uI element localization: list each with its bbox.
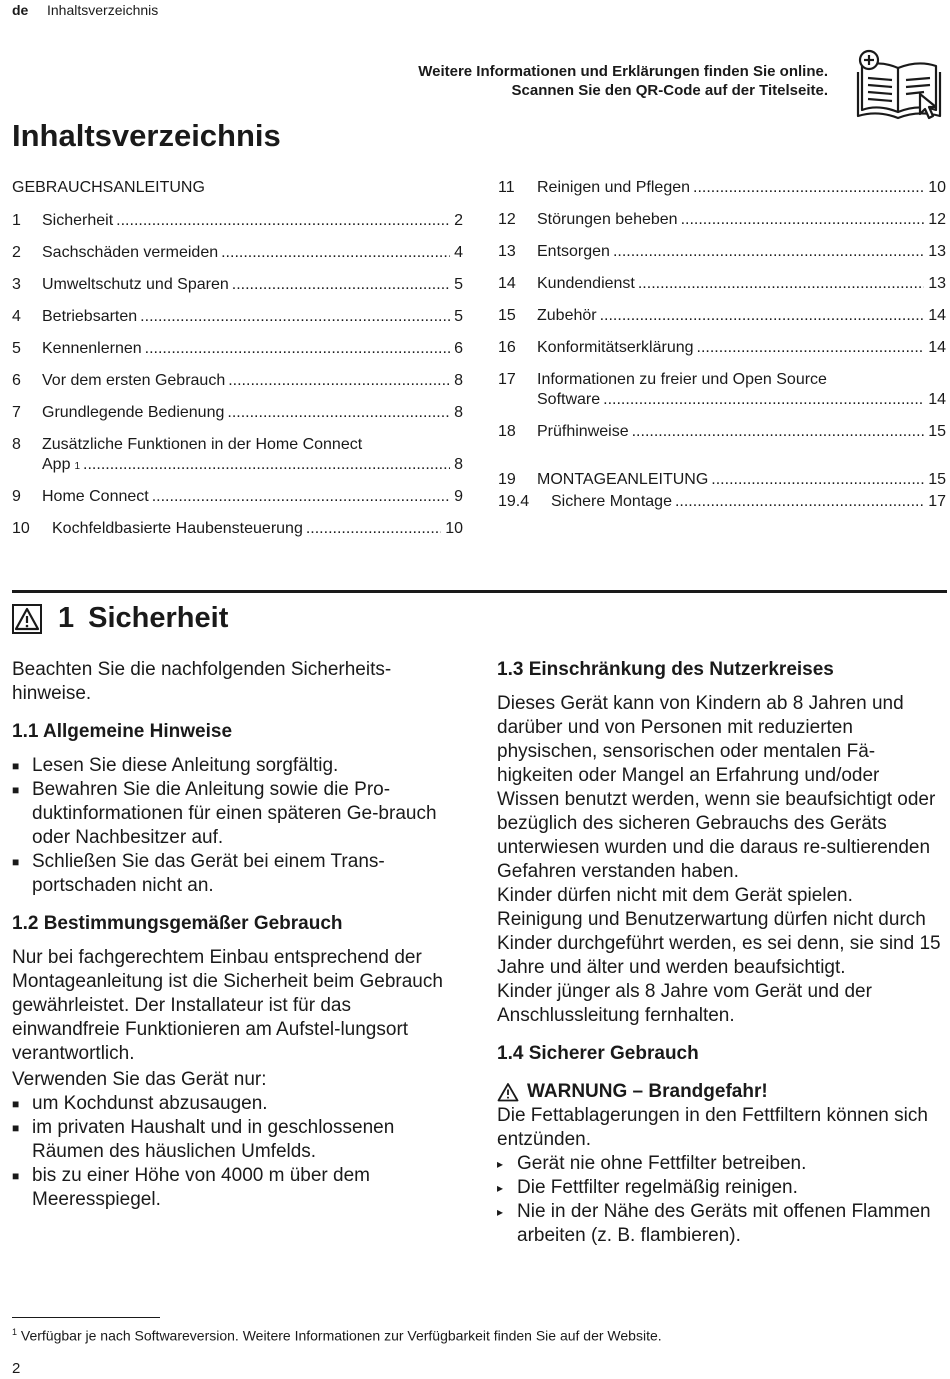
subsection-heading-1-1 [12,720,452,744]
toc-num: 3 [12,276,21,293]
subsection-title: Bestimmungsgemäßer Gebrauch [43,913,343,934]
subsection-title: Sicherer Gebrauch [528,1043,699,1064]
toc-label: Umweltschutz und Sparen [42,276,229,293]
subsection-number: 1.4 [497,1043,524,1064]
toc-entry[interactable] [498,211,946,229]
list-item [12,754,452,778]
list-item-text: Bewahren Sie die Anleitung sowie die Pro-duktinformationen für einen späteren Ge-brauch oder Nachbesitzer auf. [32,779,437,848]
toc-label: Vor dem ersten Gebrauch [42,372,226,389]
section-rule [12,590,947,593]
book-plus-cursor-icon [856,48,944,122]
subsection-title: Allgemeine Hinweise [43,721,233,742]
arrow-bullet-icon: ▸ [497,1205,504,1219]
toc-num: 11 [498,179,515,196]
toc-page: 15 [928,423,946,440]
toc-num: 14 [498,275,516,292]
subsection-number: 1.1 [12,721,39,742]
list-item-text: Schließen Sie das Gerät bei einem Trans-portschaden nicht an. [32,851,385,896]
toc-entry[interactable] [12,404,463,422]
toc-label: Sachschäden vermeiden [42,244,219,261]
toc-entry[interactable] [498,275,946,293]
bullet-square-icon: ■ [12,1097,20,1111]
bullet-square-icon: ■ [12,759,20,773]
page-number: 2 [12,1360,21,1377]
list-item-text: Lesen Sie diese Anleitung sorgfältig. [32,755,339,776]
toc-label: Entsorgen [537,243,610,260]
toc-num: 8 [12,436,21,453]
section-number: 1 [58,602,75,634]
paragraph: Nur bei fachgerechtem Einbau entsprechend der Montageanleitung ist die Sicherheit beim Gebrauch gewährleistet. Der Installateur ist für das einwandfreie Funktionieren am Aufstel-lungsort verantwortlich. [12,947,443,1064]
toc-page: 9 [454,488,463,505]
toc-label: Konformitätserklärung [537,339,694,356]
toc-label: Sicherheit [42,212,114,229]
list-item [12,850,452,898]
toc-page: 17 [928,493,946,510]
toc-page: 2 [454,212,463,229]
page-title: Inhaltsverzeichnis [12,118,281,153]
section-heading [12,602,228,635]
arrow-bullet-icon: ▸ [497,1181,504,1195]
toc-label-line2: Software [537,391,601,408]
section-title: Sicherheit [88,602,229,634]
footnote-mark: 1 [12,1327,18,1337]
toc-page: 5 [454,276,463,293]
toc-label-line1[interactable]: Zusätzliche Funktionen in der Home Connect [42,436,363,453]
toc-entry[interactable] [12,372,463,390]
footnote [12,1327,662,1344]
online-note-line1: Weitere Informationen und Erklärungen finden Sie online. [418,63,828,80]
list-item-text: Die Fettfilter regelmäßig reinigen. [517,1177,798,1198]
list-item-text: bis zu einer Höhe von 4000 m über dem Meeresspiegel. [32,1165,370,1210]
list-item [12,1092,452,1116]
list-item-text: um Kochdunst abzusaugen. [32,1093,268,1114]
toc-page: 8 [454,456,463,473]
toc-num: 1 [12,212,21,229]
toc-num: 18 [498,423,516,440]
toc-page: 14 [928,391,946,408]
header-title: Inhaltsverzeichnis [47,2,159,18]
subsection-number: 1.2 [12,913,39,934]
toc-label-line2: App [42,456,71,473]
toc-num: 12 [498,211,516,228]
toc-num: 16 [498,339,516,356]
subsection-heading-1-3 [497,658,945,682]
paragraph: Verwenden Sie das Gerät nur: [12,1069,267,1090]
toc-entry[interactable] [498,423,946,441]
toc-entry[interactable] [537,391,946,409]
left-column [12,658,452,1212]
toc-entry[interactable] [12,488,463,506]
subsection-heading-1-4 [497,1042,945,1066]
toc-entry[interactable] [12,212,463,230]
toc-page: 10 [928,179,946,196]
toc-page: 15 [928,471,946,488]
footnote-text: Verfügbar je nach Softwareversion. Weitere Informationen zur Verfügbarkeit finden Sie auf der Website. [20,1327,662,1344]
toc-page: 13 [928,243,946,260]
toc-num: 2 [12,244,21,261]
toc-page: 8 [454,372,463,389]
toc-entry[interactable] [498,339,946,357]
list-item [12,1116,452,1164]
toc-entry[interactable] [12,244,463,262]
list-item [497,1176,945,1200]
list-item-text: Nie in der Nähe des Geräts mit offenen Flammen arbeiten (z. B. flambieren). [517,1201,931,1246]
toc-num: 13 [498,243,516,260]
bullet-square-icon: ■ [12,1121,20,1135]
toc-entry[interactable] [498,493,946,511]
arrow-bullet-icon: ▸ [497,1157,504,1171]
toc-page: 8 [454,404,463,421]
toc-page: 14 [928,307,946,324]
bullet-square-icon: ■ [12,783,20,797]
list-item-text: Gerät nie ohne Fettfilter betreiben. [517,1153,807,1174]
header-language: de [12,2,29,18]
toc-label: Reinigen und Pflegen [537,179,691,196]
list-item-text: im privaten Haushalt und in geschlossenen Räumen des häuslichen Umfelds. [32,1117,395,1162]
subsection-heading-1-2 [12,912,452,936]
bullet-square-icon: ■ [12,1169,20,1183]
toc-entry[interactable] [12,276,463,294]
online-note [418,62,828,100]
toc-footnote-mark: 1 [74,461,81,472]
toc-page: 6 [454,340,463,357]
list-item [497,1200,945,1248]
list-item [12,1164,452,1212]
toc-label: Grundlegende Bedienung [42,404,225,421]
toc-page: 5 [454,308,463,325]
toc-num: 5 [12,340,21,357]
section-intro: Beachten Sie die nachfolgenden Sicherheits-hinweise. [12,659,392,704]
toc-page: 10 [445,520,463,537]
toc-label-line1[interactable]: Informationen zu freier und Open Source [537,371,827,388]
toc-entry[interactable] [498,471,946,489]
toc-label: Home Connect [42,488,149,505]
toc-num: 15 [498,307,516,324]
toc-entry[interactable] [42,456,463,474]
toc-label: Störungen beheben [537,211,678,228]
paragraph: Dieses Gerät kann von Kindern ab 8 Jahren und darüber und von Personen mit reduzierten physischen, sensorischen oder mentalen Fä-higkeiten oder Mangel an Erfahrung und/oder Wissen benutzt werden, wenn sie beaufsichtigt oder bezüglich des sicheren Gebrauchs des Geräts unterwiesen wurden und die daraus re-sultierenden Gefahren verstanden haben. [497,693,936,882]
warning-triangle-icon [497,1082,519,1102]
toc-num: 4 [12,308,21,325]
toc-label: Zubehör [537,307,597,324]
toc-label: Sichere Montage [551,493,672,510]
list-item [497,1152,945,1176]
toc-label: Kennenlernen [42,340,142,357]
footnote-rule [12,1317,160,1318]
toc-num: 10 [12,520,30,537]
right-column [497,658,945,1248]
toc-entry[interactable] [498,307,946,325]
toc-label: Kochfeldbasierte Haubensteuerung [52,520,303,537]
warning-box-icon [12,604,42,634]
warning-heading [497,1080,945,1104]
paragraph: Kinder jünger als 8 Jahre vom Gerät und der Anschlussleitung fernhalten. [497,981,872,1026]
toc-heading: GEBRAUCHSANLEITUNG [12,179,205,196]
paragraph: Kinder dürfen nicht mit dem Gerät spielen. [497,885,853,906]
toc-entry[interactable] [498,243,946,261]
toc-num: 9 [12,488,21,505]
toc-num: 6 [12,372,21,389]
toc-entry[interactable] [498,179,946,197]
subsection-title: Einschränkung des Nutzerkreises [528,659,834,680]
toc-label: Betriebsarten [42,308,138,325]
subsection-number: 1.3 [497,659,524,680]
toc-label: Kundendienst [537,275,635,292]
toc-num: 7 [12,404,21,421]
toc-num: 17 [498,371,516,388]
paragraph: Reinigung und Benutzerwartung dürfen nicht durch Kinder durchgeführt werden, es sei denn, sie sind 15 Jahre und älter und werden beaufsichtigt. [497,909,941,978]
toc-num: 19.4 [498,493,530,510]
bullet-square-icon: ■ [12,855,20,869]
list-item [12,778,452,850]
toc-label: Prüfhinweise [537,423,629,440]
warning-title: WARNUNG – Brandgefahr! [527,1081,768,1102]
toc-page: 12 [928,211,946,228]
toc-entry[interactable] [12,308,463,326]
toc-page: 4 [454,244,463,261]
toc-entry[interactable] [12,520,463,538]
warning-text: Die Fettablagerungen in den Fettfiltern können sich entzünden. [497,1105,928,1150]
toc-label: MONTAGEANLEITUNG [537,471,709,488]
toc-num: 19 [498,471,516,488]
toc-entry[interactable] [12,340,463,358]
toc-page: 13 [928,275,946,292]
online-note-line2: Scannen Sie den QR-Code auf der Titelseite. [511,82,828,99]
toc-page: 14 [928,339,946,356]
